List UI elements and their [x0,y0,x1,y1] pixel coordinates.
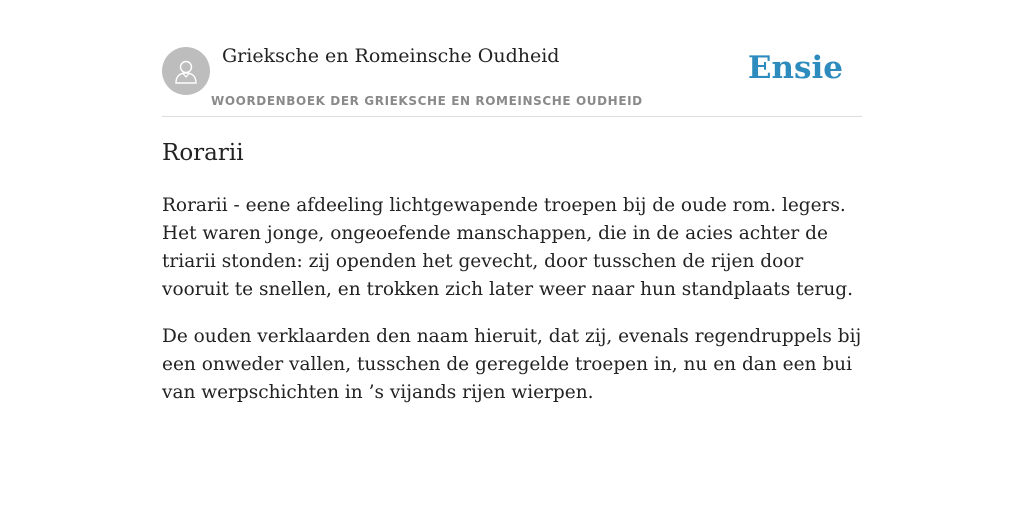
site-subtitle: WOORDENBOEK DER GRIEKSCHE EN ROMEINSCHE OUDHEID [211,94,643,108]
entry-paragraph: Rorarii - eene afdeeling lichtgewapende troepen bij de oude rom. legers. Het waren jonge, ongeoefende manschappen, die in de acies achter de triarii stonden: zij openden het gevecht, door tusschen de rijen door vooruit te snellen, en trokken zich later weer naar hun standplaats terug. [162,195,853,300]
entry-title: Rorarii [162,140,244,166]
page-container [162,0,862,403]
header [162,0,862,117]
entry-paragraph: De ouden verklaarden den naam hieruit, dat zij, evenals regendruppels bij een onweder vallen, tusschen de geregelde troepen in, nu en dan een bui van werpschichten in ’s vijands rijen wierpen. [162,326,862,403]
entry-body [162,192,862,426]
user-icon [173,58,199,84]
brand-logo[interactable]: Ensie [747,50,843,86]
site-title[interactable]: Grieksche en Romeinsche Oudheid [222,45,560,67]
avatar[interactable] [162,47,210,95]
